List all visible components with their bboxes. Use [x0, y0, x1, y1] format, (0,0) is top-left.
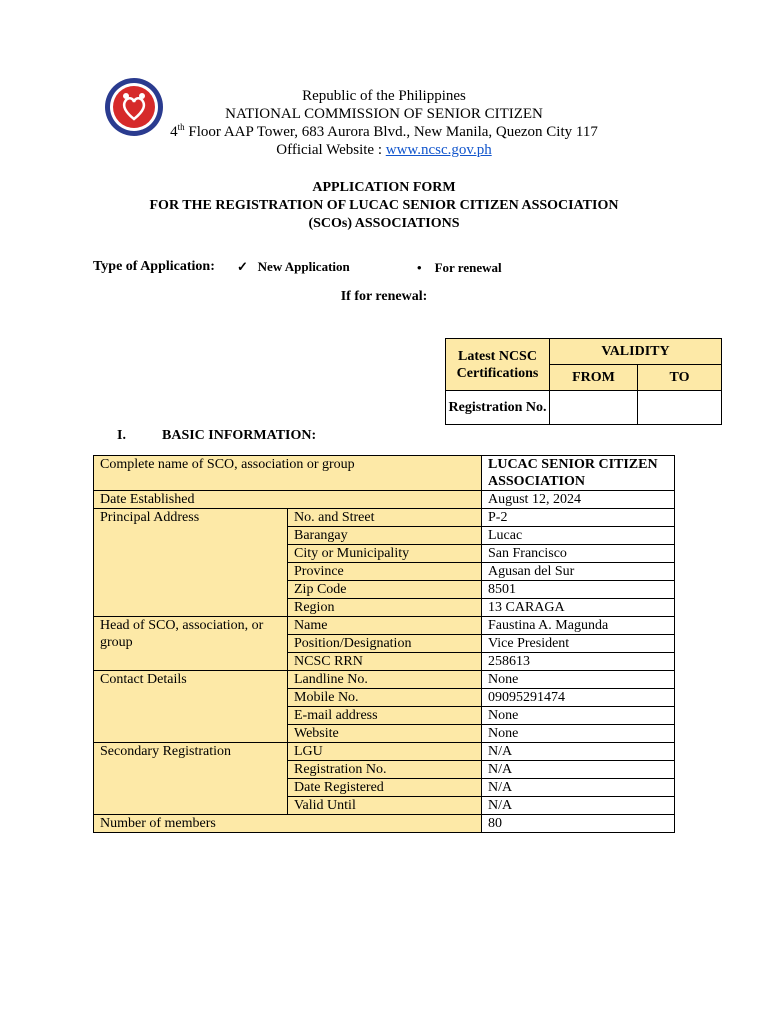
section-heading [117, 428, 316, 444]
to-value-cell[interactable] [638, 391, 722, 425]
field-value[interactable]: Agusan del Sur [482, 563, 675, 581]
option-new-application[interactable] [237, 259, 350, 275]
form-title: APPLICATION FORM FOR THE REGISTRATION OF LUCAC SENIOR CITIZEN ASSOCIATION (SCOs) ASSOCIATIONS [149, 180, 619, 231]
field-value[interactable]: Faustina A. Magunda [482, 617, 675, 635]
bullet-icon: • [417, 260, 422, 275]
registration-no-label: Registration No. [446, 391, 550, 425]
field-value[interactable]: N/A [482, 761, 675, 779]
latest-certifications-header: Latest NCSC Certifications [446, 339, 550, 391]
table-row [94, 815, 675, 833]
field-value[interactable]: None [482, 707, 675, 725]
field-value[interactable]: Lucac [482, 527, 675, 545]
validity-header: VALIDITY [550, 339, 722, 365]
date-established-value[interactable]: August 12, 2024 [482, 491, 675, 509]
group-label: Secondary Registration [94, 743, 288, 815]
field-value[interactable]: None [482, 671, 675, 689]
field-value[interactable]: None [482, 725, 675, 743]
complete-name-value[interactable]: LUCAC SENIOR CITIZEN ASSOCIATION [482, 456, 675, 491]
field-label: LGU [288, 743, 482, 761]
date-established-label: Date Established [94, 491, 482, 509]
field-value[interactable]: N/A [482, 779, 675, 797]
field-value[interactable]: 09095291474 [482, 689, 675, 707]
website-link[interactable]: www.ncsc.gov.ph [385, 142, 492, 158]
field-label: City or Municipality [288, 545, 482, 563]
field-label: Mobile No. [288, 689, 482, 707]
field-label: Name [288, 617, 482, 635]
table-row [94, 509, 675, 527]
field-label: Website [288, 725, 482, 743]
field-label: Zip Code [288, 581, 482, 599]
field-label: Date Registered [288, 779, 482, 797]
field-value[interactable]: P-2 [482, 509, 675, 527]
field-label: No. and Street [288, 509, 482, 527]
table-row [94, 743, 675, 761]
field-label: Barangay [288, 527, 482, 545]
complete-name-label: Complete name of SCO, association or group [94, 456, 482, 491]
from-header: FROM [550, 365, 638, 391]
field-label: Position/Designation [288, 635, 482, 653]
header-country: Republic of the Philippines [302, 88, 466, 104]
field-label: Landline No. [288, 671, 482, 689]
field-label: Registration No. [288, 761, 482, 779]
option-new-label: New Application [257, 259, 350, 274]
table-row [94, 617, 675, 635]
group-label: Head of SCO, association, or group [94, 617, 288, 671]
members-label: Number of members [94, 815, 482, 833]
field-value[interactable]: 13 CARAGA [482, 599, 675, 617]
option-renewal-label: For renewal [434, 260, 502, 275]
if-renewal-label: If for renewal: [340, 289, 428, 304]
validity-table [445, 338, 722, 425]
members-value[interactable]: 80 [482, 815, 675, 833]
section-number: I. [117, 428, 126, 443]
field-value[interactable]: 8501 [482, 581, 675, 599]
field-value[interactable]: N/A [482, 743, 675, 761]
field-value[interactable]: Vice President [482, 635, 675, 653]
option-for-renewal[interactable] [417, 260, 502, 276]
section-title: BASIC INFORMATION: [162, 428, 317, 443]
field-label: NCSC RRN [288, 653, 482, 671]
field-value[interactable]: N/A [482, 797, 675, 815]
group-label: Principal Address [94, 509, 288, 617]
header-website: Official Website : www.ncsc.gov.ph [276, 142, 492, 158]
group-label: Contact Details [94, 671, 288, 743]
basic-info-table [93, 455, 675, 833]
field-label: Valid Until [288, 797, 482, 815]
field-label: E-mail address [288, 707, 482, 725]
field-label: Region [288, 599, 482, 617]
header-address: 4th Floor AAP Tower, 683 Aurora Blvd., New Manila, Quezon City 117 [170, 122, 598, 140]
from-value-cell[interactable] [550, 391, 638, 425]
field-value[interactable]: San Francisco [482, 545, 675, 563]
field-label: Province [288, 563, 482, 581]
application-type-label: Type of Application: [93, 259, 215, 274]
to-header: TO [638, 365, 722, 391]
checkmark-icon: ✓ [237, 259, 248, 274]
table-row [94, 671, 675, 689]
header-agency: NATIONAL COMMISSION OF SENIOR CITIZEN [225, 106, 543, 122]
field-value[interactable]: 258613 [482, 653, 675, 671]
